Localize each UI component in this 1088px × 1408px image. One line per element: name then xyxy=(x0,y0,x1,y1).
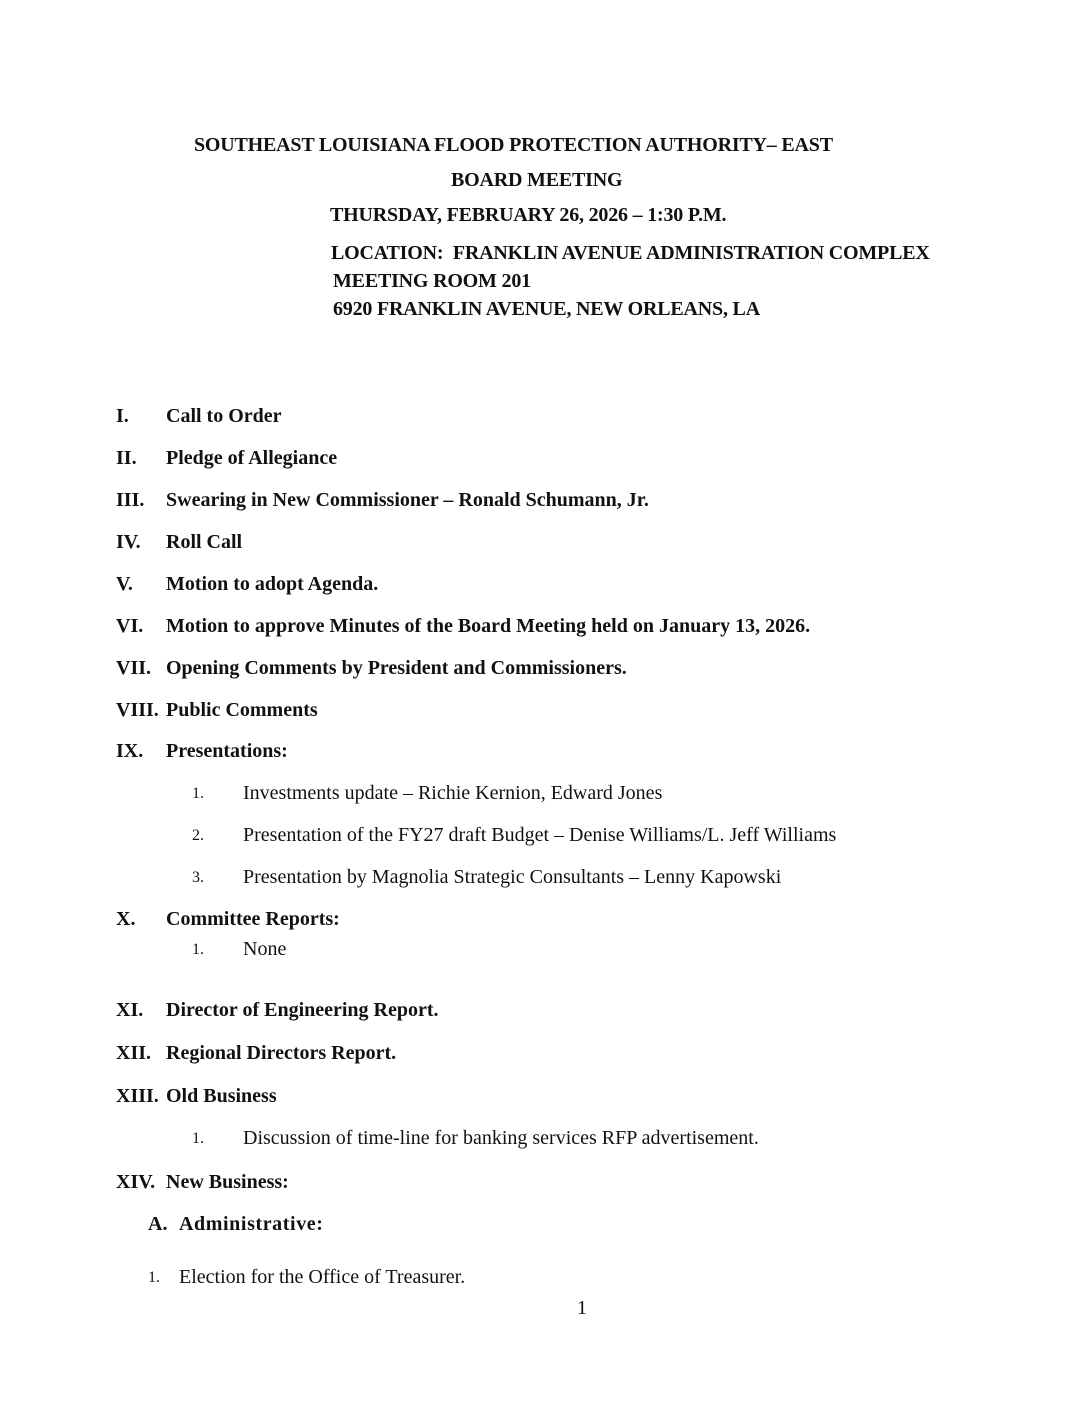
agenda-item-number: I. xyxy=(116,405,129,427)
agenda-item-number: XIV. xyxy=(116,1171,156,1193)
agenda-item-number: VI. xyxy=(116,615,144,637)
agenda-item-number: XIII. xyxy=(116,1085,159,1107)
agenda-item-title: New Business: xyxy=(166,1171,289,1193)
agenda-item-title: Roll Call xyxy=(166,531,243,553)
agenda-item-number: X. xyxy=(116,908,136,930)
agenda-item-number: III. xyxy=(116,489,145,511)
location-line-2: MEETING ROOM 201 xyxy=(333,270,531,292)
sub-item-number: 1. xyxy=(148,1269,160,1286)
organization-title: SOUTHEAST LOUISIANA FLOOD PROTECTION AUTHORITY– EAST xyxy=(194,134,833,156)
sub-item-text: Investments update – Richie Kernion, Edward Jones xyxy=(243,782,663,804)
agenda-item-number: XI. xyxy=(116,999,144,1021)
agenda-item-title: Motion to approve Minutes of the Board Meeting held on January 13, 2026. xyxy=(166,615,811,637)
agenda-item-title: Motion to adopt Agenda. xyxy=(166,573,379,595)
agenda-item-title: Public Comments xyxy=(166,699,318,721)
agenda-item-title: Old Business xyxy=(166,1085,277,1107)
agenda-item-number: IV. xyxy=(116,531,141,553)
agenda-item-title: Pledge of Allegiance xyxy=(166,447,338,469)
meeting-date-time: THURSDAY, FEBRUARY 26, 2026 – 1:30 P.M. xyxy=(330,204,727,226)
agenda-item-number: V. xyxy=(116,573,133,595)
agenda-item-title: Committee Reports: xyxy=(166,908,340,930)
subsection-letter: A. xyxy=(148,1213,168,1235)
location-line-3: 6920 FRANKLIN AVENUE, NEW ORLEANS, LA xyxy=(333,298,760,320)
page-number: 1 xyxy=(577,1297,587,1319)
sub-item-number: 1. xyxy=(192,785,204,802)
agenda-item-title: Regional Directors Report. xyxy=(166,1042,397,1064)
sub-item-number: 1. xyxy=(192,941,204,958)
sub-item-text: None xyxy=(243,938,287,960)
agenda-item-title: Call to Order xyxy=(166,405,282,427)
agenda-item-number: XII. xyxy=(116,1042,152,1064)
agenda-item-title: Opening Comments by President and Commissioners. xyxy=(166,657,627,679)
sub-item-text: Election for the Office of Treasurer. xyxy=(179,1266,466,1288)
agenda-item-title: Presentations: xyxy=(166,740,288,762)
sub-item-text: Discussion of time-line for banking services RFP advertisement. xyxy=(243,1127,759,1149)
sub-item-text: Presentation of the FY27 draft Budget – Denise Williams/L. Jeff Williams xyxy=(243,824,837,846)
sub-item-text: Presentation by Magnolia Strategic Consultants – Lenny Kapowski xyxy=(243,866,782,888)
agenda-item-number: IX. xyxy=(116,740,144,762)
sub-item-number: 2. xyxy=(192,827,204,844)
agenda-item-number: II. xyxy=(116,447,137,469)
agenda-item-number: VIII. xyxy=(116,699,159,721)
sub-item-number: 3. xyxy=(192,869,204,886)
agenda-item-number: VII. xyxy=(116,657,152,679)
subsection-title: Administrative: xyxy=(179,1213,324,1235)
agenda-item-title: Swearing in New Commissioner – Ronald Schumann, Jr. xyxy=(166,489,649,511)
meeting-type: BOARD MEETING xyxy=(451,169,623,191)
location-line-1: LOCATION: FRANKLIN AVENUE ADMINISTRATION COMPLEX xyxy=(331,242,930,264)
agenda-item-title: Director of Engineering Report. xyxy=(166,999,439,1021)
sub-item-number: 1. xyxy=(192,1130,204,1147)
